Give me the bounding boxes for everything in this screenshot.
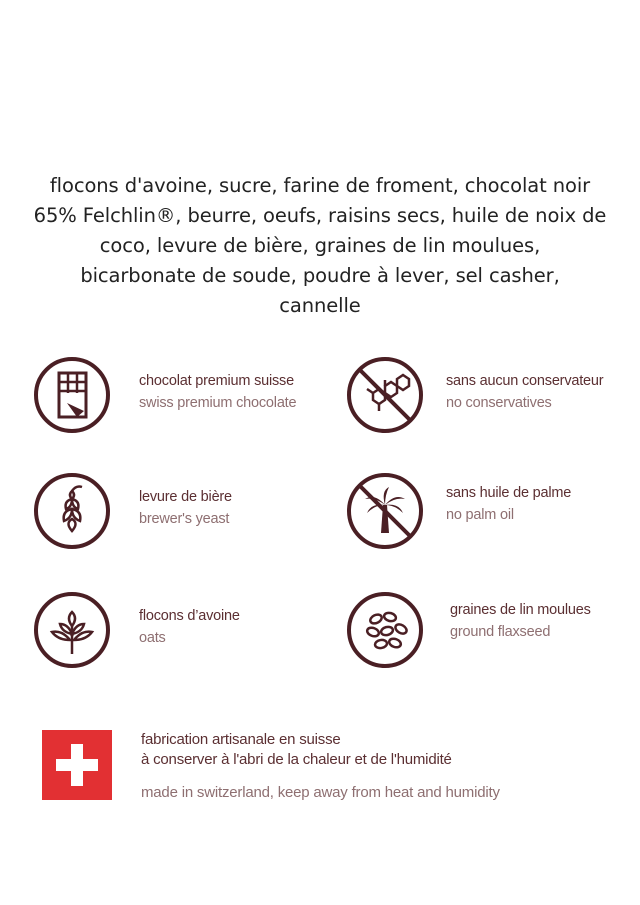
ingredients-list: [20, 171, 620, 321]
oats-icon: [32, 590, 112, 670]
feature-brewers-yeast: [32, 471, 332, 551]
ingredients-line: flocons d'avoine, sucre, farine de froment, chocolat noir: [49, 174, 591, 197]
feature-label-fr: graines de lin moulues: [450, 602, 591, 618]
swiss-flag-icon: [42, 730, 112, 800]
feature-label-en: oats: [139, 630, 166, 646]
swiss-made-fr-line1: fabrication artisanale en suisse: [141, 731, 341, 748]
feature-oats: [32, 590, 332, 670]
feature-no-palm-oil: [345, 471, 635, 551]
feature-label-fr: levure de bière: [139, 489, 232, 505]
feature-label-fr: flocons d’avoine: [139, 608, 240, 624]
feature-label-en: no conservatives: [446, 395, 552, 411]
no-palm-oil-icon: [345, 471, 425, 551]
ingredients-line: cannelle: [279, 294, 361, 317]
feature-label-en: no palm oil: [446, 507, 514, 523]
feature-label-en: ground flaxseed: [450, 624, 551, 640]
feature-chocolate: [32, 355, 332, 435]
swiss-made-fr-line2: à conserver à l'abri de la chaleur et de l'humidité: [141, 751, 452, 768]
feature-label-en: swiss premium chocolate: [139, 395, 297, 411]
flaxseed-icon: [345, 590, 425, 670]
swiss-made-info: [141, 730, 601, 801]
feature-label-fr: sans huile de palme: [446, 485, 572, 501]
swiss-made-en: made in switzerland, keep away from heat and humidity: [141, 784, 500, 801]
hops-icon: [32, 471, 112, 551]
feature-flaxseed: [345, 590, 635, 670]
no-preservatives-icon: [345, 355, 425, 435]
ingredients-line: bicarbonate de soude, poudre à lever, sel casher,: [80, 264, 560, 287]
chocolate-bar-icon: [32, 355, 112, 435]
feature-label-fr: sans aucun conservateur: [446, 373, 604, 389]
feature-label-en: brewer's yeast: [139, 511, 230, 527]
ingredients-line: 65% Felchlin®, beurre, oeufs, raisins secs, huile de noix de: [33, 204, 607, 227]
feature-label-fr: chocolat premium suisse: [139, 373, 294, 389]
feature-no-preservatives: [345, 355, 635, 435]
ingredients-line: coco, levure de bière, graines de lin moulues,: [99, 234, 541, 257]
